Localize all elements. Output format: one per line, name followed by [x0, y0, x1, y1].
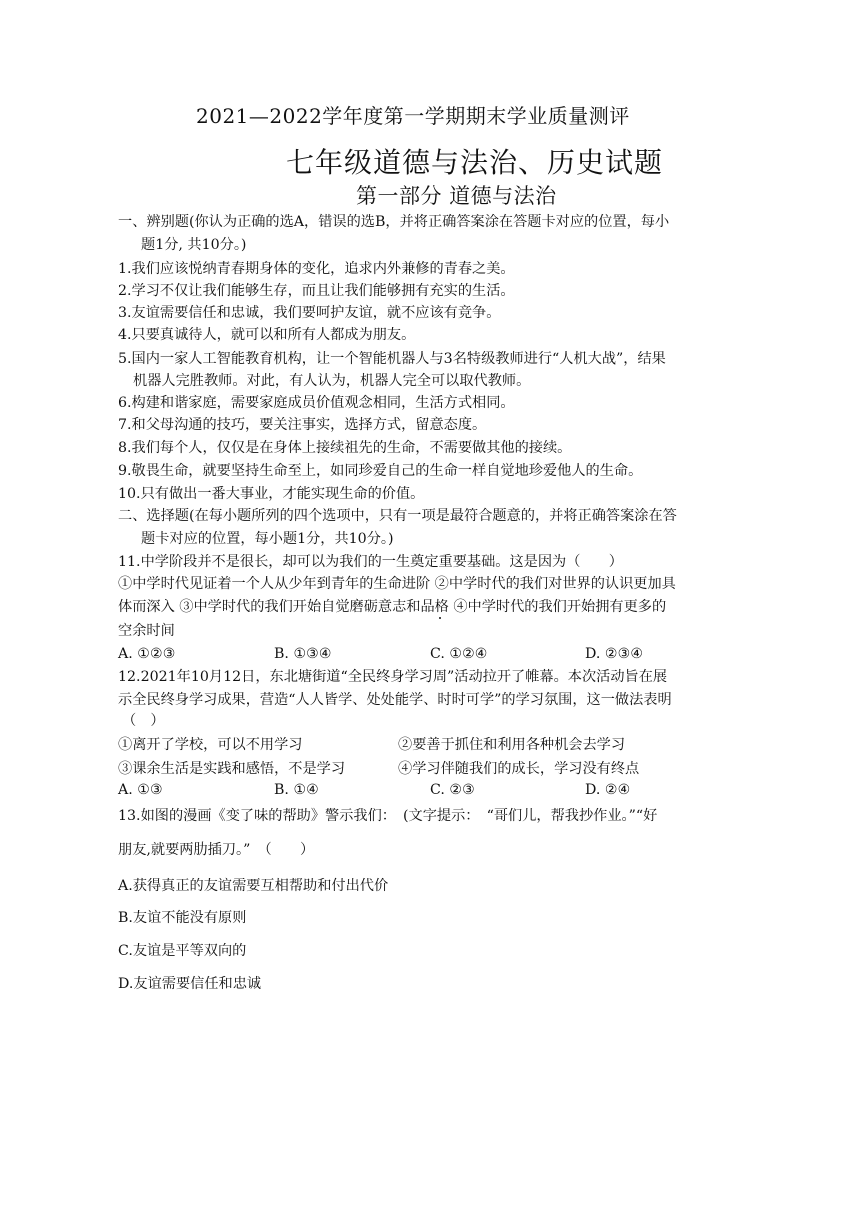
- section2-instruction-cont: 题卡对应的位置，每小题1分，共10分。): [141, 531, 394, 547]
- question-12-option-a: A. ①③: [118, 782, 163, 798]
- question-11-option-d: D. ②③④: [585, 646, 644, 662]
- emphasis-dot: [439, 617, 441, 619]
- question-12-option-c: C. ②③: [430, 782, 475, 798]
- section1-instruction-cont: 题1分, 共10分。): [141, 237, 247, 253]
- question-12-option-b: B. ①④: [274, 782, 319, 798]
- question-12-option-d: D. ②④: [585, 782, 631, 798]
- question-13-option-a: A.获得真正的友谊需要互相帮助和付出代价: [118, 878, 389, 894]
- question-12-statement-3: ③课余生活是实践和感悟，不是学习: [118, 761, 346, 777]
- question-13-stem: 13.如图的漫画《变了味的帮助》警示我们： (文字提示： “哥们儿，帮我抄作业。”“好: [118, 808, 658, 824]
- question-12-stem: 12.2021年10月12日，东北塘街道“全民终身学习周”活动拉开了帷幕。本次活动旨在展: [118, 669, 668, 685]
- question-8: 8.我们每个人，仅仅是在身体上接续祖先的生命，不需要做其他的接续。: [118, 440, 572, 456]
- question-11-statements-end: 空余时间: [118, 623, 175, 639]
- question-13-option-b: B.友谊不能没有原则: [118, 910, 247, 926]
- question-2: 2.学习不仅让我们能够生存，而且让我们能够拥有充实的生活。: [118, 283, 515, 299]
- question-11-option-b: B. ①③④: [274, 646, 332, 662]
- question-4: 4.只要真诚待人，就可以和所有人都成为朋友。: [118, 327, 416, 343]
- section1-instruction: 一、辨别题(你认为正确的选A，错误的选B，并将正确答案涂在答题卡对应的位置，每小: [118, 214, 670, 230]
- question-1: 1.我们应该悦纳青春期身体的变化，追求内外兼修的青春之美。: [118, 261, 515, 277]
- section2-instruction: 二、选择题(在每小题所列的四个选项中，只有一项是最符合题意的，并将正确答案涂在答: [118, 508, 677, 524]
- question-5-cont: 机器人完胜教师。对此，有人认为，机器人完全可以取代教师。: [133, 373, 531, 389]
- question-12-stem-cont: 示全民终身学习成果，营造“人人皆学、处处能学、时时可学”的学习氛围，这一做法表明: [118, 692, 672, 708]
- question-6: 6.构建和谐家庭，需要家庭成员价值观念相同，生活方式相同。: [118, 395, 515, 411]
- question-9: 9.敬畏生命，就要坚持生命至上，如同珍爱自己的生命一样自觉地珍爱他人的生命。: [118, 463, 643, 479]
- question-13-stem-cont: 朋友,就要两肋插刀。” （ ）: [118, 842, 315, 858]
- question-12-statement-4: ④学习伴随我们的成长，学习没有终点: [398, 761, 640, 777]
- question-5: 5.国内一家人工智能教育机构，让一个智能机器人与3名特级教师进行“人机大战”，结果: [118, 351, 666, 367]
- question-11-option-c: C. ①②④: [430, 646, 488, 662]
- question-11-statements-cont: 体而深入 ③中学时代的我们开始自觉磨砺意志和品格 ④中学时代的我们开始拥有更多的: [118, 599, 667, 615]
- question-13-option-d: D.友谊需要信任和忠诚: [118, 976, 262, 992]
- part-heading: 第一部分 道德与法治: [356, 184, 557, 208]
- question-11-stem: 11.中学阶段并不是很长，却可以为我们的一生奠定重要基础。这是因为（ ）: [118, 554, 623, 570]
- exam-subject: 七年级道德与法治、历史试题: [286, 146, 664, 179]
- question-12-statement-1: ①离开了学校，可以不用学习: [118, 737, 303, 753]
- question-11-statements: ①中学时代见证着一个人从少年到青年的生命进阶 ②中学时代的我们对世界的认识更加具: [118, 576, 676, 592]
- question-3: 3.友谊需要信任和忠诚，我们要呵护友谊，就不应该有竞争。: [118, 305, 501, 321]
- question-12-statement-2: ②要善于抓住和利用各种机会去学习: [398, 737, 626, 753]
- question-11-option-a: A. ①②③: [118, 646, 176, 662]
- question-10: 10.只有做出一番大事业，才能实现生命的价值。: [118, 486, 425, 502]
- question-13-option-c: C.友谊是平等双向的: [118, 943, 247, 959]
- exam-title: 2021—2022学年度第一学期期末学业质量测评: [196, 104, 630, 128]
- question-7: 7.和父母沟通的技巧，要关注事实，选择方式，留意态度。: [118, 417, 487, 433]
- question-12-stem-end: （ ）: [122, 713, 165, 729]
